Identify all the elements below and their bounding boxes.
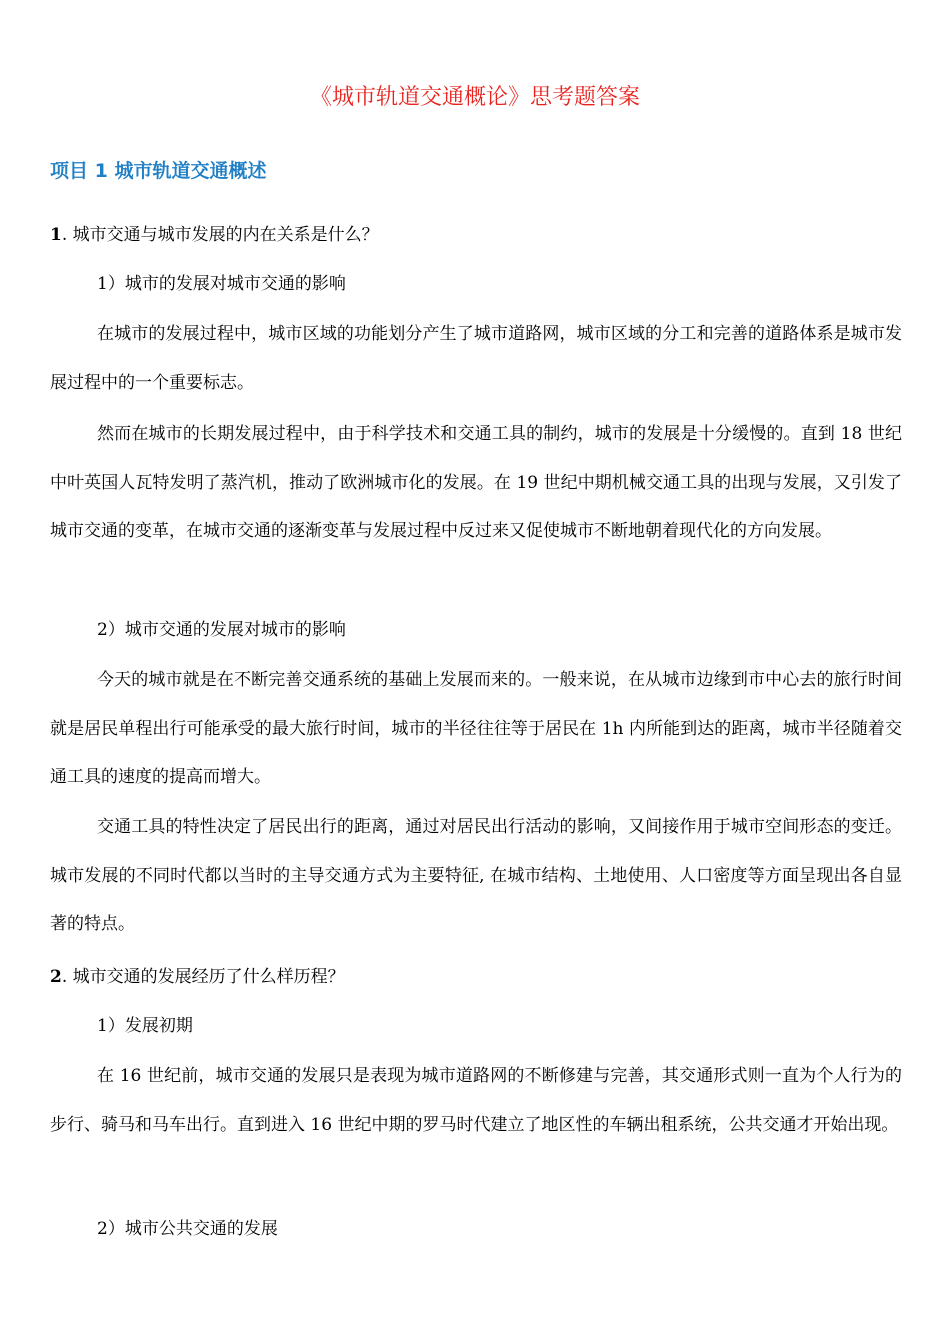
q1-paragraph-3: 今天的城市就是在不断完善交通系统的基础上发展而来的。一般来说，在从城市边缘到市中心去的旅行时间就是居民单程出行可能承受的最大旅行时间，城市的半径往往等于居民在 1h 内所能到达的距离，城市半径随着交通工具的速度的提高而增大。 — [50, 670, 902, 787]
q1-paragraph-1: 在城市的发展过程中，城市区域的功能划分产生了城市道路网，城市区域的分工和完善的道路体系是城市发展过程中的一个重要标志。 — [50, 324, 902, 393]
q2-subheading-2: 2）城市公共交通的发展 — [97, 1219, 278, 1239]
question-2-text: . 城市交通的发展经历了什么样历程？ — [61, 967, 345, 987]
q1-subheading-2: 2）城市交通的发展对城市的影响 — [97, 620, 346, 640]
section-heading: 项目 1 城市轨道交通概述 — [50, 160, 267, 182]
question-2-number: 2 — [50, 967, 62, 987]
document-title: 《城市轨道交通概论》思考题答案 — [309, 85, 640, 110]
q1-paragraph-4: 交通工具的特性决定了居民出行的距离，通过对居民出行活动的影响，又间接作用于城市空间形态的变迁。城市发展的不同时代都以当时的主导交通方式为主要特征, 在城市结构、土地使用、人口密度等方面呈现出各自显著的特点。 — [50, 817, 902, 934]
q2-subheading-1: 1）发展初期 — [97, 1016, 193, 1036]
question-2 — [50, 964, 345, 990]
question-1-text: . 城市交通与城市发展的内在关系是什么？ — [61, 225, 379, 245]
q2-paragraph-1: 在 16 世纪前，城市交通的发展只是表现为城市道路网的不断修建与完善，其交通形式则一直为个人行为的步行、骑马和马车出行。直到进入 16 世纪中期的罗马时代建立了地区性的车辆出租系统，公共交通才开始出现。 — [50, 1066, 902, 1135]
q1-paragraph-2: 然而在城市的长期发展过程中，由于科学技术和交通工具的制约，城市的发展是十分缓慢的。直到 18 世纪中叶英国人瓦特发明了蒸汽机，推动了欧洲城市化的发展。在 19 世纪中期机械交通工具的出现与发展，又引发了城市交通的变革，在城市交通的逐渐变革与发展过程中反过来又促使城市不断地朝着现代化的方向发展。 — [50, 424, 902, 541]
q1-subheading-1: 1）城市的发展对城市交通的影响 — [97, 274, 346, 294]
question-1 — [50, 222, 379, 248]
question-1-number: 1 — [50, 225, 62, 245]
